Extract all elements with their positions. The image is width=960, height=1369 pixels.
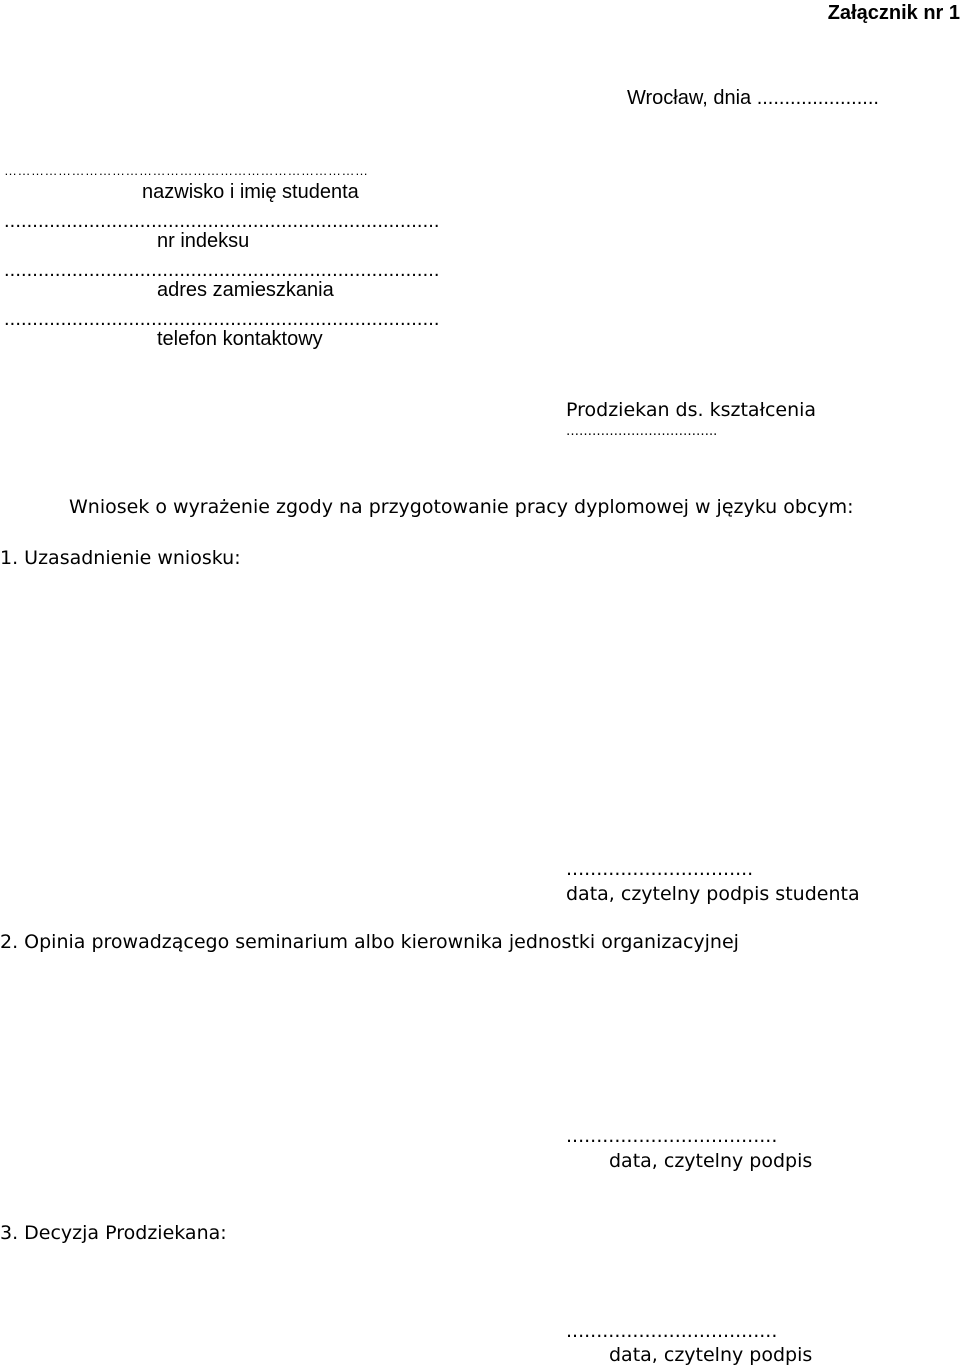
section-1-signature-dots: ............................... <box>566 858 754 880</box>
addressee-title: Prodziekan ds. kształcenia <box>566 399 817 421</box>
section-1-heading: 1. Uzasadnienie wniosku: <box>0 547 241 569</box>
section-1-signature-label: data, czytelny podpis studenta <box>566 883 860 905</box>
section-2-signature-label: data, czytelny podpis <box>609 1150 813 1172</box>
student-address-dots: ............................................................................. <box>4 259 440 281</box>
student-phone-dots: ............................................................................. <box>4 308 440 330</box>
section-3-signature-label: data, czytelny podpis <box>609 1344 813 1366</box>
student-index-dots: ............................................................................. <box>4 210 440 232</box>
section-2-signature-dots: ................................... <box>566 1125 778 1147</box>
request-title: Wniosek o wyrażenie zgody na przygotowanie pracy dyplomowej w języku obcym: <box>69 496 854 518</box>
section-3-heading: 3. Decyzja Prodziekana: <box>0 1222 227 1244</box>
student-name-dots: ……………………………………………………………………… <box>4 163 369 178</box>
student-name-label: nazwisko i imię studenta <box>142 181 359 203</box>
addressee-dots: …………………………….. <box>566 424 718 439</box>
attachment-label: Załącznik nr 1 <box>827 2 960 24</box>
section-3-signature-dots: ................................... <box>566 1320 778 1342</box>
student-phone-label: telefon kontaktowy <box>157 328 323 350</box>
student-index-label: nr indeksu <box>157 230 250 252</box>
section-2-heading: 2. Opinia prowadzącego seminarium albo kierownika jednostki organizacyjnej <box>0 931 739 953</box>
place-date: Wrocław, dnia ...................... <box>627 87 879 109</box>
student-address-label: adres zamieszkania <box>157 279 334 301</box>
